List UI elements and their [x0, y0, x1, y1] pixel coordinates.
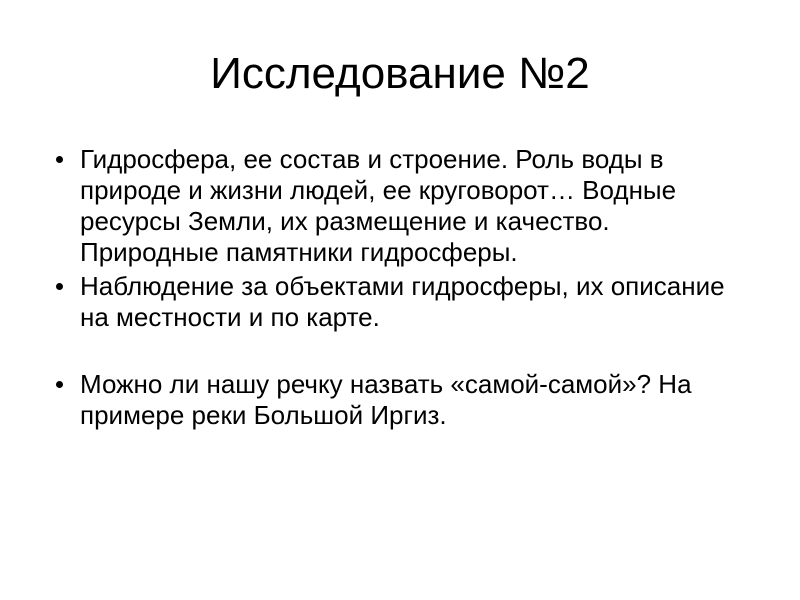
bullet-item — [56, 271, 746, 333]
slide-title: Исследование №2 — [210, 49, 590, 98]
bullet-icon — [56, 381, 63, 388]
bullet-text: Можно ли нашу речку назвать «самой-самой»? На примере реки Большой Иргиз. — [80, 369, 692, 430]
bullet-list — [56, 144, 746, 431]
bullet-icon — [56, 156, 63, 163]
bullet-text: Наблюдение за объектами гидросферы, их описание на местности и по карте. — [80, 271, 725, 332]
bullet-text: Гидросфера, ее состав и строение. Роль воды в природе и жизни людей, ее круговорот… Водные ресурсы Земли, их размещение и качество. Природные памятники гидросферы. — [80, 144, 677, 267]
bullet-item — [56, 144, 746, 268]
bullet-icon — [56, 283, 63, 290]
bullet-item — [56, 369, 746, 431]
